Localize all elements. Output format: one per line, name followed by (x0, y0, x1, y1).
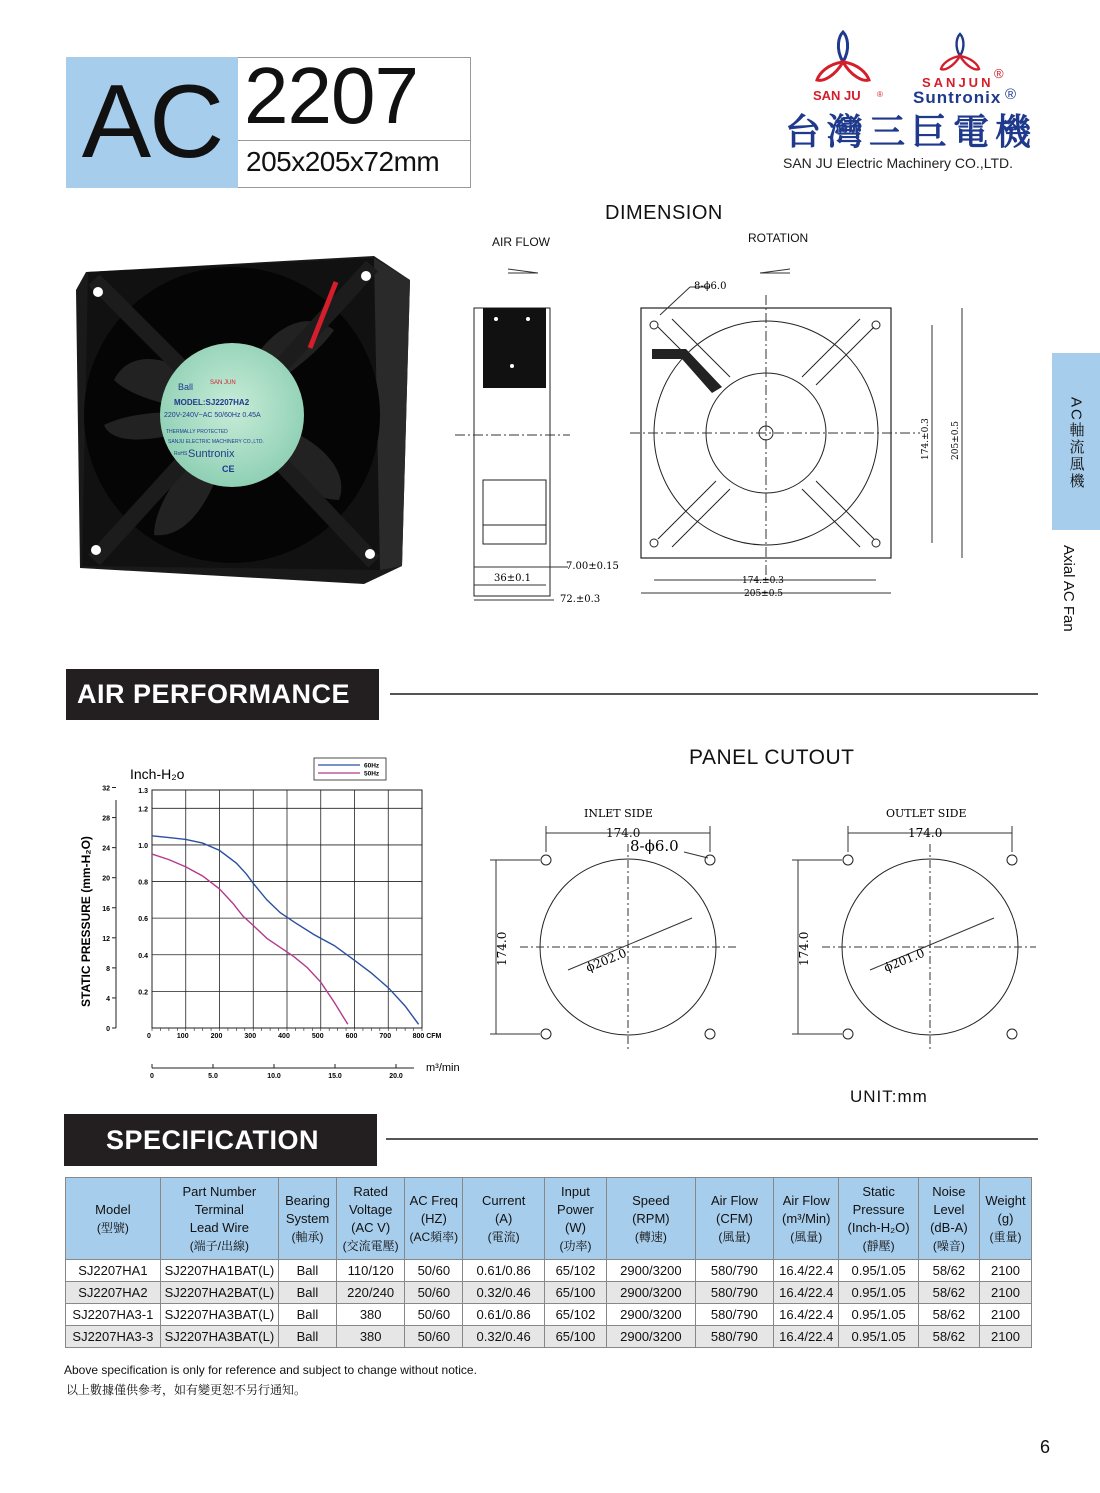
table-cell: 380 (337, 1304, 405, 1326)
chart-y-mm-tick: 12 (102, 935, 110, 943)
chart-x-tick: 400 (278, 1033, 290, 1040)
chart-y-mm-tick: 32 (102, 785, 110, 793)
side-tab-label: AC軸流風機 (1067, 396, 1085, 490)
table-cell: 110/120 (337, 1260, 405, 1282)
note-english: Above specification is only for reference and subject to change without notice. (64, 1363, 477, 1377)
chart-y-inch-tick: 0.4 (138, 952, 148, 960)
chart-y-inch-tick: 1.0 (138, 842, 148, 850)
table-header-0 (66, 1178, 161, 1260)
logo-registered-mark: ® (1005, 86, 1017, 103)
chart-y-top-label: Inch-H₂o (130, 766, 185, 782)
fan-label-rohs: RoHS (174, 451, 188, 457)
fan-label-model: MODEL:SJ2207HA2 (174, 398, 250, 407)
chart-legend (314, 758, 386, 780)
section-divider (390, 693, 1038, 695)
table-cell: 16.4/22.4 (774, 1304, 839, 1326)
table-header-line: (端子/出線) (189, 1238, 250, 1253)
table-header-4 (405, 1178, 463, 1260)
table-header-line: (dB-A) (930, 1219, 968, 1235)
table-header-11 (918, 1178, 979, 1260)
table-header-line: Voltage (348, 1201, 393, 1217)
dimension-drawing (450, 255, 1050, 615)
table-cell: Ball (278, 1260, 336, 1282)
table-cell: Ball (278, 1282, 336, 1304)
table-header-2 (278, 1178, 336, 1260)
table-cell: 380 (337, 1326, 405, 1348)
table-cell: 65/100 (544, 1326, 606, 1348)
table-header-8 (695, 1178, 773, 1260)
table-header-line: Current (481, 1192, 526, 1208)
table-cell: 16.4/22.4 (774, 1260, 839, 1282)
table-header-line: Pressure (852, 1201, 905, 1217)
table-header-line: (A) (494, 1210, 513, 1226)
table-cell: 0.95/1.05 (839, 1326, 918, 1348)
table-header-line: Input (561, 1183, 590, 1199)
front-174-vertical: 174.±0.3 (921, 418, 931, 460)
table-cell: Ball (278, 1304, 336, 1326)
chart-y-mm-tick: 16 (102, 905, 110, 913)
fan-label-rating: 220V-240V~AC 50/60Hz 0.45A (164, 412, 261, 419)
chart-series (152, 836, 419, 1025)
table-cell: 16.4/22.4 (774, 1282, 839, 1304)
fan-label-ce-mark: CE (222, 464, 235, 474)
chart-x2-tick: 0 (150, 1073, 154, 1080)
chart-x2-tick: 20.0 (389, 1073, 403, 1080)
title-prefix: AC (66, 57, 238, 188)
table-row (66, 1326, 1032, 1348)
table-cell: SJ2207HA2 (66, 1282, 161, 1304)
chart-x-tick: 200 (210, 1033, 223, 1040)
table-cell: 2900/3200 (607, 1260, 696, 1282)
table-cell: SJ2207HA1BAT(L) (160, 1260, 278, 1282)
table-header-5 (463, 1178, 545, 1260)
table-header-9 (774, 1178, 839, 1260)
table-header-line: (AC V) (351, 1219, 391, 1235)
logo-registered-mark: ® (994, 66, 1004, 81)
chart-y-mm-tick: 24 (102, 845, 110, 853)
holes-dimension: 8-ϕ6.0 (694, 281, 727, 292)
table-header-line: System (285, 1210, 330, 1226)
table-cell: SJ2207HA3BAT(L) (160, 1304, 278, 1326)
table-cell: 0.95/1.05 (839, 1282, 918, 1304)
table-cell: 580/790 (695, 1260, 773, 1282)
fan-photo (74, 250, 414, 590)
table-cell: 0.61/0.86 (463, 1260, 545, 1282)
outlet-174-horizontal: 174.0 (908, 826, 943, 840)
chart-y-mm-tick: 4 (106, 995, 110, 1003)
table-header-line: (CFM) (716, 1210, 753, 1226)
rotation-label: ROTATION (748, 231, 809, 245)
section-divider (386, 1138, 1038, 1140)
panel-cutout-drawing (480, 800, 1040, 1060)
rotation-arrow-icon (760, 269, 790, 273)
outlet-diameter-label: ϕ201.0 (881, 945, 927, 975)
fan-label-ball: Ball (178, 382, 194, 392)
table-header-line: Terminal (194, 1201, 244, 1217)
outlet-174-vertical: 174.0 (797, 931, 811, 966)
table-header-line: (重量) (989, 1229, 1022, 1244)
chart-x-tick: 800 CFM (412, 1033, 442, 1040)
table-header-row (66, 1178, 1032, 1260)
table-header-line: (噪音) (932, 1238, 965, 1253)
table-cell: 0.61/0.86 (463, 1304, 545, 1326)
table-row (66, 1282, 1032, 1304)
table-header-line: Bearing (285, 1192, 330, 1208)
table-header-6 (544, 1178, 606, 1260)
fan-label-protected: THERMALLY PROTECTED (166, 429, 228, 435)
chart-x2-tick: 10.0 (267, 1073, 281, 1080)
table-cell: SJ2207HA3-1 (66, 1304, 161, 1326)
table-body (66, 1260, 1032, 1348)
table-header-line: (AC頻率) (409, 1229, 459, 1244)
fan-label-brand: SAN JUN (210, 380, 236, 386)
chart-y-mm-tick: 0 (106, 1026, 110, 1033)
table-cell: 16.4/22.4 (774, 1326, 839, 1348)
logo-registered-mark: ® (877, 90, 883, 99)
table-header-line: Speed (632, 1192, 670, 1208)
chart-x-tick: 700 (379, 1033, 392, 1040)
table-header-line: Model (95, 1201, 131, 1217)
chart-ticks (102, 786, 441, 1080)
table-header-line: Weight (985, 1192, 1026, 1208)
table-header-line: (靜壓) (862, 1238, 895, 1253)
table-header-line: (RPM) (632, 1210, 670, 1226)
table-cell: 2900/3200 (607, 1282, 696, 1304)
table-cell: SJ2207HA1 (66, 1260, 161, 1282)
specification-heading: SPECIFICATION (64, 1114, 377, 1166)
table-header-line: (電流) (487, 1229, 520, 1244)
table-header-line: (風量) (790, 1229, 823, 1244)
table-cell: 0.95/1.05 (839, 1304, 918, 1326)
table-cell: 65/102 (544, 1260, 606, 1282)
table-cell: 0.95/1.05 (839, 1260, 918, 1282)
table-cell: 58/62 (918, 1282, 979, 1304)
specification-table (65, 1177, 1032, 1348)
title-model: 2207 (244, 51, 418, 140)
chart-y-mm-tick: 28 (102, 815, 110, 823)
chart-legend-label: 60Hz (364, 762, 380, 770)
table-header-line: (轉速) (634, 1229, 667, 1244)
table-cell: 58/62 (918, 1260, 979, 1282)
table-cell: 2900/3200 (607, 1304, 696, 1326)
logo-sanjun: SANJUN (922, 75, 994, 90)
chart-y-inch-tick: 1.2 (138, 806, 148, 814)
table-header-line: (Inch-H₂O) (847, 1219, 910, 1235)
table-header-line: Rated (353, 1183, 389, 1199)
inlet-side-label: INLET SIDE (584, 807, 653, 820)
chart-x-tick: 300 (244, 1033, 257, 1040)
table-row (66, 1260, 1032, 1282)
logo-suntronix: Suntronix (913, 88, 1002, 107)
table-cell: SJ2207HA3BAT(L) (160, 1326, 278, 1348)
table-header-line: Power (557, 1201, 594, 1217)
side-72-dimension: 72.±0.3 (560, 594, 601, 605)
table-header-line: AC Freq (409, 1192, 459, 1208)
inlet-diameter-label: ϕ202.0 (583, 945, 629, 975)
table-cell: 580/790 (695, 1326, 773, 1348)
note-chinese: 以上數據僅供參考，如有變更恕不另行通知。 (66, 1383, 307, 1397)
chart-x-tick: 0 (147, 1033, 151, 1040)
table-header-line: (型號) (96, 1220, 129, 1235)
air-flow-arrow-icon (508, 269, 538, 273)
table-header-line: Part Number (182, 1183, 257, 1199)
chart-y-mm-tick: 8 (106, 965, 110, 973)
title-size: 205x205x72mm (246, 146, 440, 177)
dimension-heading: DIMENSION (605, 202, 723, 224)
table-header-7 (607, 1178, 696, 1260)
chart-x-tick: 500 (311, 1033, 324, 1040)
table-cell: SJ2207HA3-3 (66, 1326, 161, 1348)
table-cell: 2100 (979, 1304, 1031, 1326)
logo-chinese-name: 台灣三巨電機 (785, 111, 1038, 152)
chart-y-mm-tick: 20 (102, 875, 110, 883)
chart-y-inch-tick: 0.6 (138, 916, 148, 924)
table-cell: 0.32/0.46 (463, 1326, 545, 1348)
table-cell: 2100 (979, 1260, 1031, 1282)
table-header-line: (風量) (718, 1229, 751, 1244)
table-cell: SJ2207HA2BAT(L) (160, 1282, 278, 1304)
table-header-line: Noise (932, 1183, 966, 1199)
table-cell: 50/60 (405, 1282, 463, 1304)
chart-x2-label: m³/min (426, 1062, 460, 1074)
panel-cutout-heading: PANEL CUTOUT (689, 746, 855, 769)
table-header-line: Air Flow (710, 1192, 758, 1208)
table-header-line: Static (862, 1183, 895, 1199)
table-cell: Ball (278, 1326, 336, 1348)
table-cell: 2100 (979, 1282, 1031, 1304)
table-header-line: (W) (565, 1219, 586, 1235)
table-cell: 0.32/0.46 (463, 1282, 545, 1304)
table-cell: 50/60 (405, 1326, 463, 1348)
table-header-line: Air Flow (782, 1192, 830, 1208)
front-205-horizontal: 205±0.5 (744, 589, 784, 599)
table-cell: 2100 (979, 1326, 1031, 1348)
unit-label: UNIT:mm (850, 1087, 928, 1106)
table-cell: 58/62 (918, 1304, 979, 1326)
table-header-line: Level (933, 1201, 965, 1217)
inlet-174-vertical: 174.0 (495, 931, 509, 966)
table-cell: 65/102 (544, 1304, 606, 1326)
logo-company-name: SAN JU Electric Machinery CO.,LTD. (783, 155, 1014, 171)
page-number: 6 (1040, 1437, 1051, 1457)
chart-x-tick: 600 (345, 1033, 358, 1040)
chart-grid (152, 790, 422, 1028)
inlet-holes-label: 8-ϕ6.0 (630, 837, 679, 855)
fan-label-suntronix: Suntronix (188, 448, 235, 460)
front-205-vertical: 205±0.5 (951, 420, 961, 460)
table-cell: 50/60 (405, 1304, 463, 1326)
table-header-12 (979, 1178, 1031, 1260)
fan-label-company: SANJU ELECTRIC MACHINERY CO.,LTD. (168, 439, 264, 445)
chart-y-inch-tick: 0.2 (138, 989, 148, 997)
chart-y-left-label: STATIC PRESSURE (mm-H₂O) (79, 836, 93, 1007)
air-performance-heading: AIR PERFORMANCE (66, 669, 379, 720)
table-cell: 2900/3200 (607, 1326, 696, 1348)
table-header-line: (交流電壓) (342, 1238, 399, 1253)
air-flow-label: AIR FLOW (492, 235, 551, 249)
table-header-line: (功率) (559, 1238, 592, 1253)
table-header-1 (160, 1178, 278, 1260)
front-174-horizontal: 174.±0.3 (742, 576, 784, 586)
table-cell: 65/100 (544, 1282, 606, 1304)
table-header-line: (軸承) (291, 1229, 324, 1244)
table-cell: 580/790 (695, 1282, 773, 1304)
table-cell: 58/62 (918, 1326, 979, 1348)
table-cell: 220/240 (337, 1282, 405, 1304)
table-cell: 580/790 (695, 1304, 773, 1326)
side-tab-english-label: Axial AC Fan (1060, 545, 1077, 632)
air-performance-chart (70, 755, 480, 1085)
outlet-side-label: OUTLET SIDE (886, 807, 967, 820)
chart-x2-tick: 5.0 (208, 1073, 218, 1080)
table-header-10 (839, 1178, 918, 1260)
logo-sanju: SAN JU (813, 88, 861, 103)
chart-y-inch-tick: 0.8 (138, 879, 148, 887)
table-cell: 50/60 (405, 1260, 463, 1282)
table-row (66, 1304, 1032, 1326)
table-header-3 (337, 1178, 405, 1260)
side-36-dimension: 36±0.1 (494, 573, 532, 584)
chart-x-tick: 100 (176, 1033, 189, 1040)
chart-series-60hz (152, 836, 419, 1025)
table-header-line: (g) (997, 1210, 1014, 1226)
chart-x2-tick: 15.0 (328, 1073, 342, 1080)
table-header-line: (HZ) (420, 1210, 447, 1226)
table-header-line: (m³/Min) (782, 1210, 831, 1226)
chart-y-inch-tick: 1.3 (138, 788, 148, 795)
table-header-line: Lead Wire (189, 1219, 249, 1235)
inlet-174-horizontal: 174.0 (606, 826, 641, 840)
chart-legend-label: 50Hz (364, 770, 380, 778)
side-7-dimension: 7.00±0.15 (566, 561, 619, 572)
